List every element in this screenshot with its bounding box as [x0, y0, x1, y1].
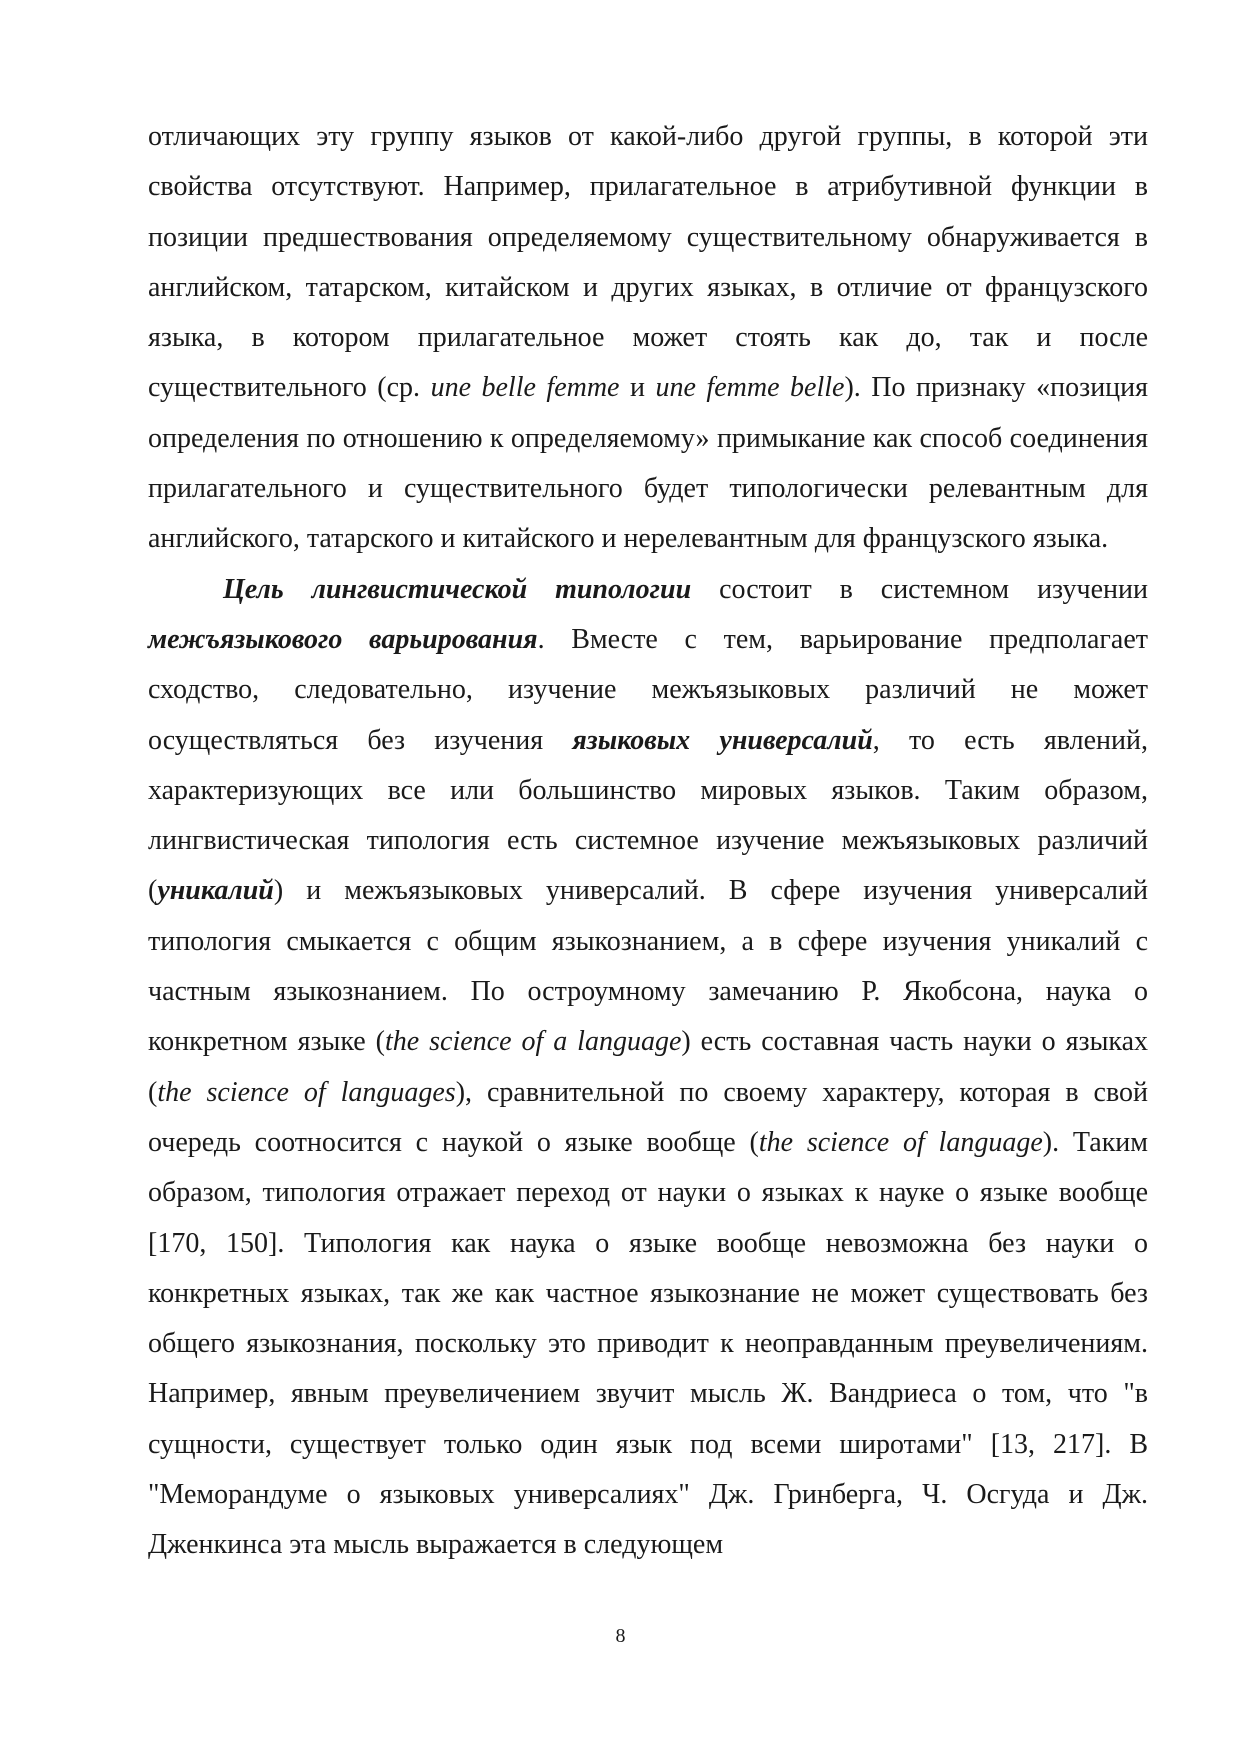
- paragraph-text: ). Таким образом, типология отражает переход от науки о языках к науке о языке вообще [170, 150]. Типология как наука о языке вообще невозможна без науки о конкретных языках, так же как частное языкознание не может существовать без общего языкознания, поскольку это приводит к неоправданным преувеличениям. Например, явным преувеличением звучит мысль Ж. Вандриеса о том, что "в сущности, существует только один язык под всеми широтами" [13, 217]. В "Меморандуме о языковых универсалиях" Дж. Гринберга, Ч. Осгуда и Дж. Дженкинса эта мысль выражается в следующем: [148, 1126, 1149, 1561]
- english-phrase-2: the science of languages: [157, 1076, 456, 1108]
- paragraph-typology-goal: [148, 565, 1148, 1571]
- paragraph-text: отличающих эту группу языков от какой-либо другой группы, в которой эти свойства отсутствуют. Например, прилагательное в атрибутивной функции в позиции предшествования определяемому существительному обнаруживается в английском, татарском, китайском и других языках, в отличие от французского языка, в котором прилагательное может стоять как до, так и после существительного (ср.: [148, 121, 1148, 404]
- paragraph-text: ). По признаку «позиция определения по отношению к определяемому» примыкание как способ соединения прилагательного и существительного будет типологически релевантным для английского, татарского и китайского и нерелевантным для французского языка.: [148, 372, 1149, 555]
- paragraph-text: ) есть составная часть науки о языках (: [148, 1026, 1148, 1108]
- term-language-universals: языковых универсалий: [572, 724, 873, 756]
- paragraph-text: ), сравнительной по своему характеру, которая в свой очередь соотносится с наукой о языке вообще (: [148, 1076, 1148, 1158]
- paragraph-text: и: [619, 372, 656, 404]
- paragraph-text: , то есть явлений, характеризующих все или большинство мировых языков. Таким образом, лингвистическая типология есть системное изучение межъязыковых различий (: [148, 724, 1148, 907]
- page-number: 8: [615, 1625, 626, 1647]
- paragraph-text: . Вместе с тем, варьирование предполагает сходство, следовательно, изучение межъязыковых различий не может осуществляться без изучения: [148, 623, 1148, 756]
- term-typology-goal: Цель лингвистической типологии: [223, 573, 692, 605]
- term-cross-language-variation: межъязыкового варьирования: [148, 623, 538, 655]
- paragraph-text: состоит в системном изучении: [691, 573, 1148, 605]
- term-unicals: уникалий: [157, 875, 274, 907]
- french-example-2: une femme belle: [655, 372, 845, 404]
- paragraph-continuation: [148, 112, 1148, 565]
- paragraph-text: ) и межъязыковых универсалий. В сфере изучения универсалий типология смыкается с общим языкознанием, а в сфере изучения уникалий с частным языкознанием. По остроумному замечанию Р. Якобсона, наука о конкретном языке (: [148, 875, 1148, 1058]
- english-phrase-1: the science of a language: [384, 1026, 682, 1058]
- english-phrase-3: the science of language: [758, 1126, 1043, 1158]
- french-example-1: une belle femme: [430, 372, 620, 404]
- document-page: [148, 112, 1148, 1571]
